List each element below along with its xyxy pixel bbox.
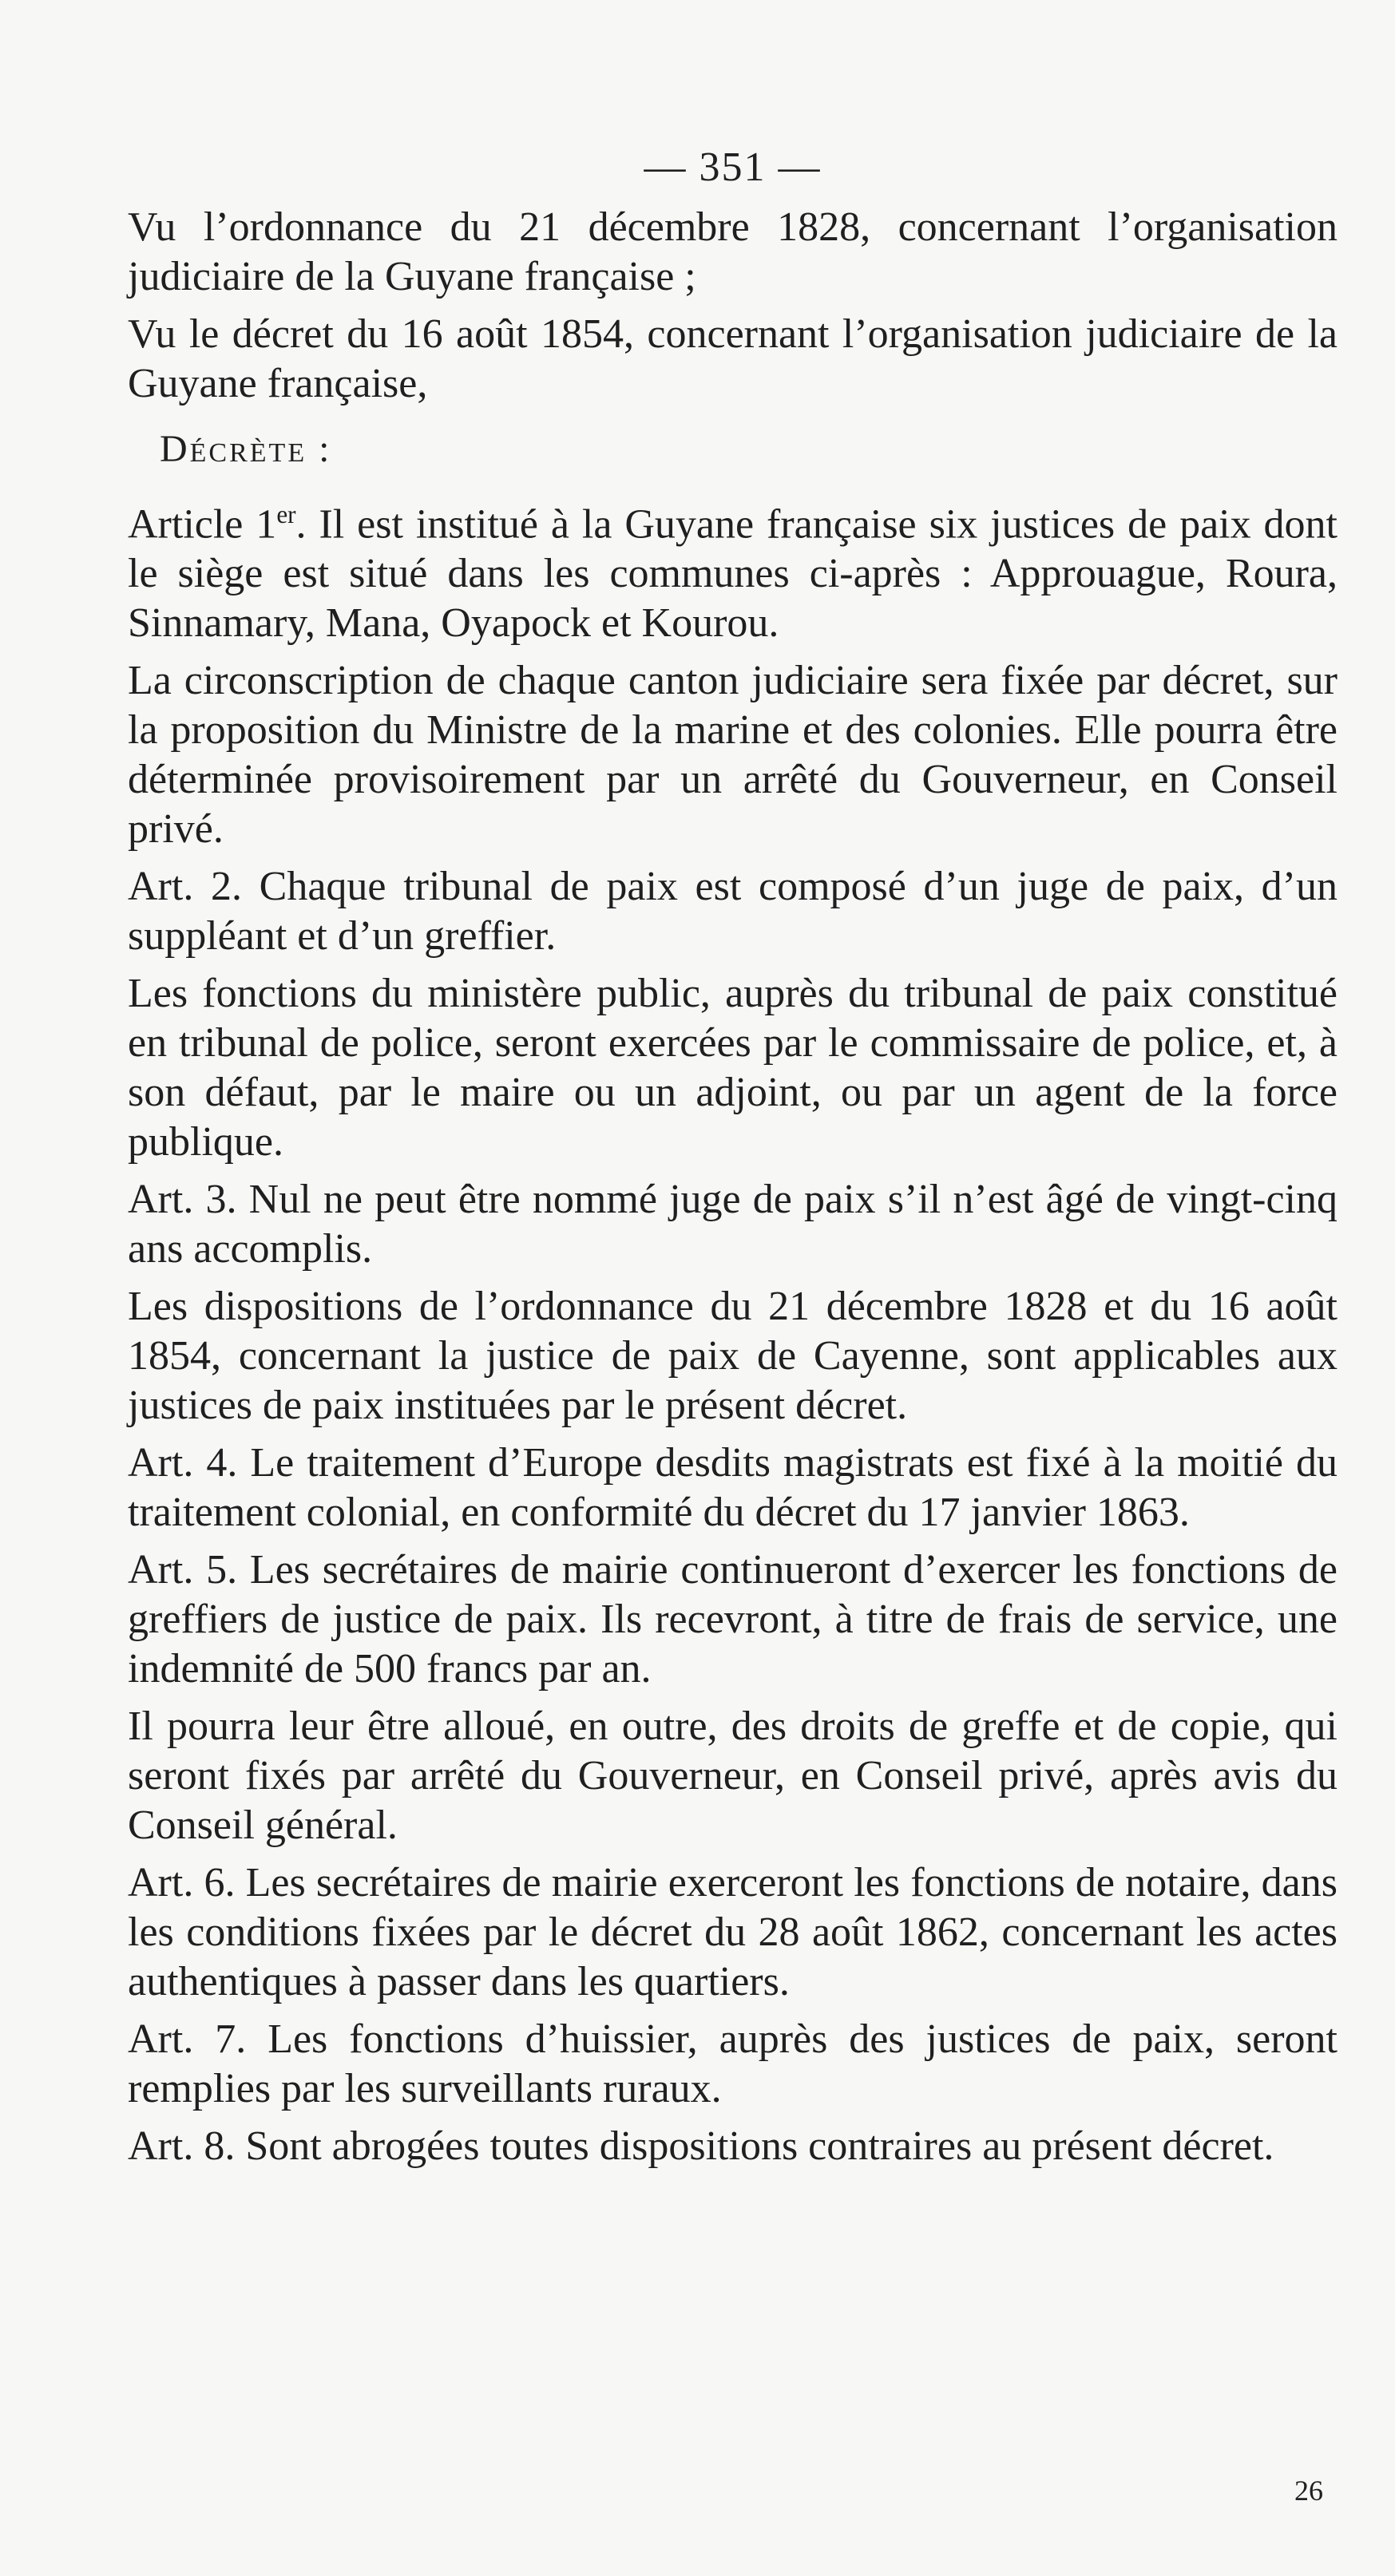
article-2: Art. 2. Chaque tribunal de paix est composé d’un juge de paix, d’un suppléant et d’un greffier. <box>128 864 1338 960</box>
text-block <box>128 144 1338 2179</box>
decree-heading: Décrète : <box>160 428 332 470</box>
article-4: Art. 4. Le traitement d’Europe desdits magistrats est fixé à la moitié du traitement colonial, en conformité du décret du 17 janvier 1863. <box>128 1440 1338 1536</box>
article-7: Art. 7. Les fonctions d’huissier, auprès des justices de paix, seront remplies par les surveillants ruraux. <box>128 2016 1338 2112</box>
paragraph-vu-decret: Vu le décret du 16 août 1854, concernant l’organisation judiciaire de la Guyane française, <box>128 311 1338 406</box>
page-number: — 351 — <box>644 144 822 190</box>
article-1-label: Article 1 <box>128 501 277 548</box>
paragraph-dispositions: Les dispositions de l’ordonnance du 21 décembre 1828 et du 16 août 1854, concernant la justice de paix de Cayenne, sont applicables aux justices de paix instituées par le présent décret. <box>128 1284 1338 1429</box>
paragraph-circonscription: La circonscription de chaque canton judiciaire sera fixée par décret, sur la proposition du Ministre de la marine et des colonies. Elle pourra être déterminée provisoirement par un arrêté du Gouverneur, en Conseil privé. <box>128 658 1338 853</box>
article-6: Art. 6. Les secrétaires de mairie exerceront les fonctions de notaire, dans les conditions fixées par le décret du 28 août 1862, concernant les actes authentiques à passer dans les quartiers. <box>128 1860 1338 2005</box>
article-5: Art. 5. Les secrétaires de mairie continueront d’exercer les fonctions de greffiers de justice de paix. Ils recevront, à titre de frais de service, une indemnité de 500 francs par an. <box>128 1547 1338 1692</box>
article-3: Art. 3. Nul ne peut être nommé juge de paix s’il n’est âgé de vingt-cinq ans accomplis. <box>128 1177 1338 1272</box>
article-1-superscript: er <box>276 501 296 528</box>
paragraph-fonctions-ministere: Les fonctions du ministère public, auprès du tribunal de paix constitué en tribunal de police, seront exercées par le commissaire de police, et, à son défaut, par le maire ou un adjoint, ou par un agent de la force publique. <box>128 971 1338 1165</box>
paragraph-alloue: Il pourra leur être alloué, en outre, des droits de greffe et de copie, qui seront fixés par arrêté du Gouverneur, en Conseil privé, après avis du Conseil général. <box>128 1703 1338 1849</box>
article-1 <box>128 490 1338 648</box>
signature-mark: 26 <box>1294 2475 1323 2507</box>
article-8: Art. 8. Sont abrogées toutes dispositions contraires au présent décret. <box>128 2123 1274 2170</box>
article-1-text: . Il est institué à la Guyane française six justices de paix dont le siège est situé dans les communes ci-après : Approuague, Roura, Sinnamary, Mana, Oyapock et Kourou. <box>128 501 1338 647</box>
paragraph-vu-ordonnance: Vu l’ordonnance du 21 décembre 1828, concernant l’organisation judiciaire de la Guyane française ; <box>128 204 1338 299</box>
